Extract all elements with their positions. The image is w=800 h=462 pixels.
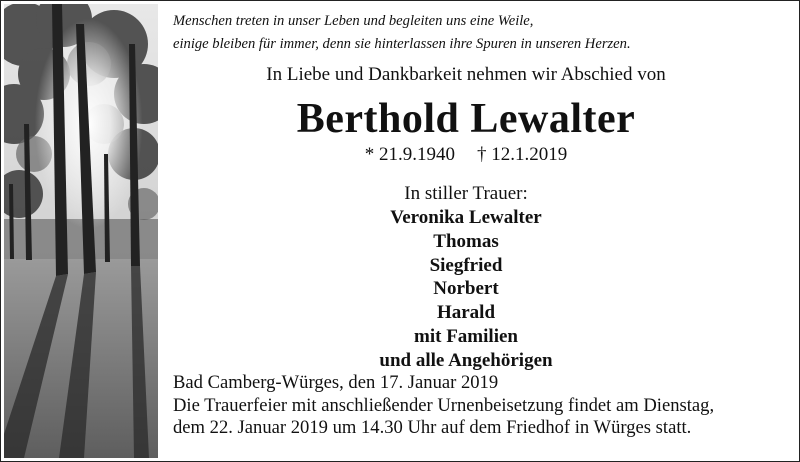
- funeral-info-line-2: dem 22. Januar 2019 um 14.30 Uhr auf dem Friedhof in Würges statt.: [173, 417, 692, 438]
- mourner-name: Thomas: [433, 230, 499, 252]
- quote-line-2: einige bleiben für immer, denn sie hinterlassen ihre Spuren in unseren Herzen.: [173, 36, 631, 52]
- mourner-name: Veronika Lewalter: [390, 207, 542, 228]
- mourning-heading: In stiller Trauer:: [404, 183, 528, 204]
- mourners-list: [166, 206, 766, 373]
- mourner-name: Norbert: [433, 278, 499, 300]
- notice-footer: [173, 372, 793, 440]
- birth-date: * 21.9.1940: [364, 144, 455, 165]
- mourner-families: mit Familien: [414, 325, 518, 347]
- deceased-name: Berthold Lewalter: [296, 96, 636, 142]
- intro-text: In Liebe und Dankbarkeit nehmen wir Abschied von: [266, 64, 666, 85]
- life-dates: [166, 143, 766, 167]
- mourner-name: Harald: [436, 302, 496, 324]
- funeral-info-line-1: Die Trauerfeier mit anschließender Urnenbeisetzung findet am Dienstag,: [173, 394, 715, 416]
- memorial-quote: [173, 10, 793, 56]
- mourner-name: Siegfried: [429, 254, 503, 276]
- death-date: † 12.1.2019: [477, 144, 568, 165]
- mourner-relatives: und alle Angehörigen: [379, 349, 553, 371]
- place-and-date: Bad Camberg-Würges, den 17. Januar 2019: [173, 372, 499, 393]
- quote-line-1: Menschen treten in unser Leben und begleiten uns eine Weile,: [173, 13, 534, 29]
- trees-park-sunlight-photo: [4, 4, 158, 458]
